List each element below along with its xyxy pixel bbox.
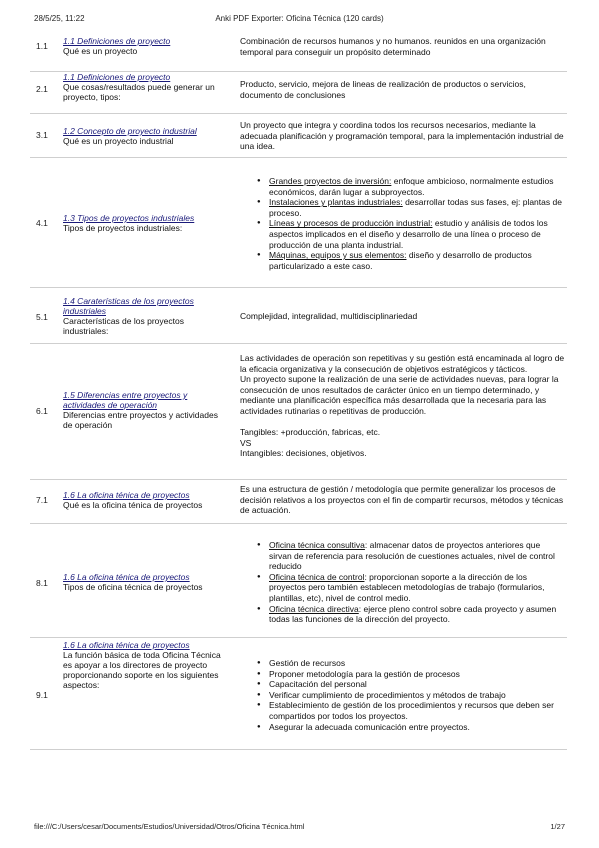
card-question bbox=[63, 72, 225, 102]
bullet-text: Verificar cumplimiento de procedimientos y métodos de trabajo bbox=[269, 689, 506, 700]
bullet-text: Asegurar la adecuada comunicación entre proyectos. bbox=[269, 721, 470, 732]
card-row bbox=[30, 288, 567, 344]
card-number: 5.1 bbox=[36, 312, 48, 322]
card-question-text: Qué es un proyecto industrial bbox=[63, 136, 174, 146]
bullet-text: : almacenar datos de proyectos anteriores que sirvan de referencia para resolución de cuestiones actuales, nivel de control reducido bbox=[269, 540, 555, 572]
card-section-title: 1.3 Tipos de proyectos industriales bbox=[63, 213, 195, 223]
card-row bbox=[30, 158, 567, 288]
answer-bullet-list bbox=[240, 540, 565, 625]
answer-text: Complejidad, integralidad, multidisciplinariedad bbox=[240, 311, 418, 321]
card-question bbox=[63, 36, 225, 56]
card-question bbox=[63, 213, 225, 233]
bullet-text: Capacitación del personal bbox=[269, 679, 367, 690]
card-question bbox=[63, 640, 225, 690]
answer-bullet-list bbox=[240, 176, 565, 271]
answer-text: Producto, servicio, mejora de lineas de realización de productos o servicios, documento de conclusiones bbox=[240, 79, 526, 100]
print-footer bbox=[34, 822, 565, 834]
card-answer bbox=[240, 353, 565, 459]
card-number: 7.1 bbox=[36, 495, 48, 505]
card-section-title: 1.5 Diferencias entre proyectos y actividades de operación bbox=[63, 390, 188, 410]
card-row bbox=[30, 480, 567, 524]
list-item bbox=[240, 176, 565, 197]
bullet-text: Proponer metodología para la gestión de procesos bbox=[269, 668, 460, 679]
list-item bbox=[240, 679, 565, 690]
page-number: 1/27 bbox=[550, 822, 565, 831]
card-answer bbox=[240, 658, 565, 732]
card-row bbox=[30, 72, 567, 114]
card-answer bbox=[240, 176, 565, 271]
bullet-term: Oficina técnica consultiva bbox=[269, 540, 365, 550]
card-question bbox=[63, 126, 225, 146]
card-question-text: Diferencias entre proyectos y actividades de operación bbox=[63, 410, 218, 430]
card-question bbox=[63, 390, 225, 430]
list-item bbox=[240, 604, 565, 625]
list-item bbox=[240, 722, 565, 733]
list-item bbox=[240, 700, 565, 721]
list-item bbox=[240, 540, 565, 572]
list-item bbox=[240, 690, 565, 701]
list-item bbox=[240, 669, 565, 680]
answer-paragraph: VS bbox=[240, 437, 252, 448]
card-question-text: Que cosas/resultados puede generar un proyecto, tipos: bbox=[63, 82, 215, 102]
bullet-text: desarrollar todas sus fases, ej: plantas de proceso. bbox=[269, 197, 562, 218]
answer-bullet-list bbox=[240, 658, 565, 732]
bullet-term: Máquinas, equipos y sus elementos: bbox=[269, 250, 407, 261]
card-section-title: 1.6 La oficina ténica de proyectos bbox=[63, 490, 190, 500]
answer-paragraph: Las actividades de operación son repetitivas y su gestión está encaminada al logro de la eficacia organizativa y la consecución de objetivos estratégicos y tácticos. bbox=[240, 353, 565, 374]
bullet-text: estudio y análisis de todos los aspectos implicados en el diseño y desarrollo de una línea o proceso de producción de una planta industrial. bbox=[269, 218, 548, 250]
card-row bbox=[30, 524, 567, 638]
answer-paragraph: Un proyecto supone la realización de una serie de actividades nuevas, para lograr la consecución de unos resultados de carácter único en un tiempo determinado, y mediante una planificación específica más desarrollada que la necesaria para las actividades rutinarias o repetitivas de producción. bbox=[240, 374, 559, 416]
card-question-text: Tipos de proyectos industriales: bbox=[63, 223, 183, 233]
card-question-text: Tipos de oficina técnica de proyectos bbox=[63, 582, 203, 592]
card-section-title: 1.6 La oficina ténica de proyectos bbox=[63, 640, 190, 650]
card-answer bbox=[240, 36, 565, 57]
file-path: file:///C:/Users/cesar/Documents/Estudios/Universidad/Otros/Oficina Técnica.html bbox=[34, 822, 305, 831]
card-question-text: La función básica de toda Oficina Técnica es apoyar a los directores de proyecto proporcionando soporte en los siguientes aspectos: bbox=[63, 650, 221, 690]
card-question bbox=[63, 572, 225, 592]
bullet-term: Grandes proyectos de inversión: bbox=[269, 176, 392, 186]
card-answer bbox=[240, 540, 565, 625]
answer-paragraph: Intangibles: decisiones, objetivos. bbox=[240, 448, 367, 459]
bullet-text: : proporcionan soporte a la dirección de los proyectos pero también establecen metodologías de trabajo (formularios, plantillas, etc), nivel de control medio. bbox=[269, 571, 545, 603]
answer-text: Un proyecto que integra y coordina todos los recursos necesarios, mediante la adecuada planificación y programación temporal, para la implementación industrial de una idea. bbox=[240, 120, 564, 152]
bullet-text: diseño y desarrollo de productos particularizado a este caso. bbox=[269, 250, 532, 271]
card-section-title: 1.6 La oficina ténica de proyectos bbox=[63, 572, 190, 582]
card-number: 3.1 bbox=[36, 130, 48, 140]
card-answer bbox=[240, 120, 565, 152]
answer-spacer bbox=[240, 417, 565, 428]
card-number: 4.1 bbox=[36, 218, 48, 228]
document-title: Anki PDF Exporter: Oficina Técnica (120 cards) bbox=[215, 14, 384, 23]
bullet-text: enfoque ambicioso, normalmente estudios económicos, darán lugar a subproyectos. bbox=[269, 176, 554, 197]
answer-paragraph: Tangibles: +producción, fabricas, etc. bbox=[240, 427, 381, 438]
bullet-term: Oficina técnica de control bbox=[269, 571, 365, 582]
card-question bbox=[63, 296, 225, 336]
card-answer bbox=[240, 311, 565, 322]
card-row bbox=[30, 344, 567, 480]
card-number: 2.1 bbox=[36, 84, 48, 94]
card-row bbox=[30, 32, 567, 72]
list-item bbox=[240, 658, 565, 669]
bullet-term: Líneas y procesos de producción industrial: bbox=[269, 218, 433, 229]
print-datetime: 28/5/25, 11:22 bbox=[34, 14, 85, 23]
bullet-term: Oficina técnica directiva bbox=[269, 603, 359, 614]
list-item bbox=[240, 250, 565, 271]
card-question-text: Características de los proyectos industriales: bbox=[63, 316, 184, 336]
card-question bbox=[63, 490, 225, 510]
bullet-text: : ejerce pleno control sobre cada proyecto y asumen todas las funciones de la dirección del proyecto. bbox=[269, 603, 557, 625]
card-question-text: Qué es la oficina ténica de proyectos bbox=[63, 500, 203, 510]
bullet-text: Gestión de recursos bbox=[269, 658, 346, 668]
card-section-title: 1.1 Definiciones de proyecto bbox=[63, 36, 171, 46]
print-header bbox=[34, 14, 565, 26]
answer-text: Combinación de recursos humanos y no humanos. reunidos en una organización temporal para conseguir un propósito determinado bbox=[240, 36, 546, 57]
card-section-title: 1.4 Caraterísticas de los proyectos industriales bbox=[63, 296, 194, 316]
card-number: 9.1 bbox=[36, 690, 48, 700]
bullet-term: Instalaciones y plantas industriales: bbox=[269, 197, 403, 208]
answer-text: Es una estructura de gestión / metodología que permite generalizar los procesos de decisión relativos a los proyectos con el fin de compartir recursos, métodos y técnicas de actuación. bbox=[240, 484, 564, 516]
card-question-text: Qué es un proyecto bbox=[63, 46, 138, 56]
bullet-text: Establecimiento de gestión de los procedimientos y recursos que deben ser compartidos por todos los proyectos. bbox=[269, 700, 554, 721]
list-item bbox=[240, 218, 565, 250]
card-row bbox=[30, 114, 567, 158]
card-number: 8.1 bbox=[36, 578, 48, 588]
list-item bbox=[240, 197, 565, 218]
card-number: 6.1 bbox=[36, 406, 48, 416]
list-item bbox=[240, 572, 565, 604]
card-answer bbox=[240, 484, 565, 516]
card-section-title: 1.1 Definiciones de proyecto bbox=[63, 72, 171, 82]
card-number: 1.1 bbox=[36, 41, 48, 51]
card-answer bbox=[240, 79, 565, 100]
card-section-title: 1.2 Concepto de proyecto industrial bbox=[63, 126, 197, 136]
card-row bbox=[30, 638, 567, 750]
